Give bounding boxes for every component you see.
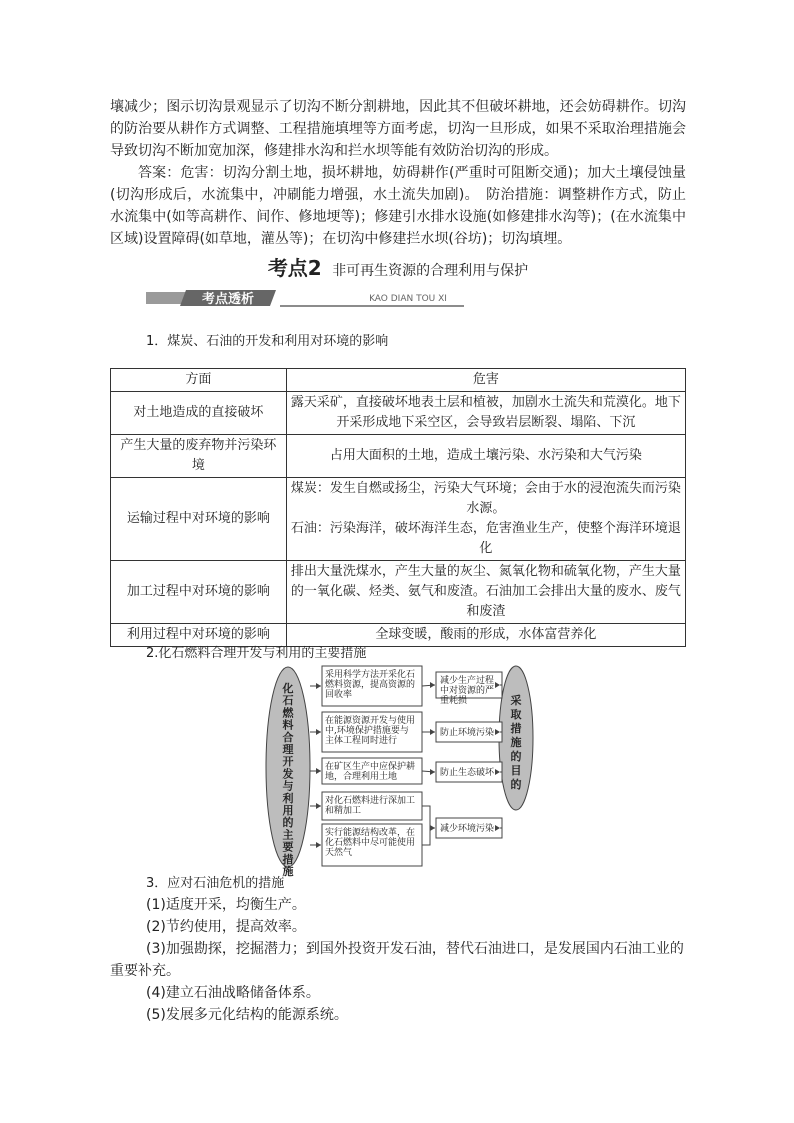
measure-text: 地，合理利用土地 — [325, 772, 398, 782]
table-row — [111, 478, 686, 561]
purpose-text: 防止生态破坏 — [440, 768, 495, 778]
measure-text: 实行能源结构改革，在 — [325, 828, 416, 838]
arrow-head — [430, 682, 435, 688]
banner-label: 考点透析 — [201, 292, 255, 307]
left-oval-text: 与 — [282, 779, 294, 793]
measure-text: 和精加工 — [325, 806, 362, 816]
right-oval-text: 采 — [510, 694, 522, 707]
left-oval-text: 施 — [282, 865, 294, 878]
right-oval-text: 的 — [510, 750, 522, 763]
measures-diagram — [264, 664, 534, 878]
left-oval-text: 开 — [282, 755, 294, 769]
arrow-head — [316, 683, 321, 689]
section-title-text: 非可再生资源的合理利用与保护 — [332, 263, 529, 279]
arrow-head — [316, 842, 321, 848]
table-header-harm: 危害 — [286, 369, 685, 392]
section-title-number: 考点2 — [267, 256, 322, 280]
left-oval-text: 利 — [282, 791, 294, 805]
table-cell-aspect: 产生大量的废弃物并污染环境 — [111, 435, 287, 478]
measure-text: 主体工程同时进行 — [325, 736, 398, 746]
table-cell-aspect: 加工过程中对环境的影响 — [111, 561, 287, 624]
section-banner — [146, 288, 464, 308]
table-cell-aspect: 对土地造成的直接破坏 — [111, 392, 287, 435]
arrow-head — [430, 825, 435, 831]
item1-heading: 1．煤炭、石油的开发和利用对环境的影响 — [146, 334, 389, 349]
left-oval-text: 用 — [282, 804, 294, 817]
table-row — [111, 392, 686, 435]
right-oval-text: 的 — [510, 778, 522, 791]
table-cell-harm — [286, 478, 685, 561]
impact-table — [110, 368, 686, 647]
left-oval-text: 措 — [282, 852, 294, 866]
table-row — [111, 435, 686, 478]
harm-text: 露天采矿，直接破坏地表土层和植被，加剧水土流失和荒漠化。地下开采形成地下采空区，会导致岩层断裂、塌陷、下沉 — [290, 395, 681, 430]
measure-text: 中,环境保护措施要与 — [325, 726, 409, 736]
left-oval-text: 发 — [282, 767, 294, 781]
merge-bracket — [422, 806, 430, 845]
measure-text: 在矿区生产中应保护耕 — [325, 762, 416, 772]
item2-heading: 2.化石燃料合理开发与利用的主要措施 — [146, 646, 367, 661]
measure-text: 回收率 — [325, 690, 353, 700]
table-cell-aspect: 利用过程中对环境的影响 — [111, 624, 287, 647]
arrow-head — [316, 768, 321, 774]
banner-left-stripe — [146, 292, 186, 304]
measure-text: 采用科学方法开采化石 — [325, 670, 416, 680]
purpose-text: 重耗损 — [440, 696, 468, 706]
purpose-text: 防止环境污染 — [440, 728, 495, 738]
arrow-head — [430, 729, 435, 735]
left-oval-text: 石 — [282, 694, 294, 708]
left-oval-text: 的 — [282, 816, 294, 830]
left-oval-text: 主 — [282, 828, 294, 842]
harm-text: 占用大面积的土地，造成土壤污染、水污染和大气污染 — [329, 448, 642, 463]
measure-text: 天然气 — [325, 848, 353, 858]
explanation-paragraph: 壤减少；图示切沟景观显示了切沟不断分割耕地，因此其不但破坏耕地，还会妨碍耕作。切沟的防治要从耕作方式调整、工程措施填埋等方面考虑，切沟一旦形成，如果不采取治理措施会导致切沟不断加宽加深，修建排水沟和拦水坝等能有效防治切沟的形成。 — [110, 99, 686, 159]
table-header-row — [111, 369, 686, 392]
table-header-aspect: 方面 — [111, 369, 287, 392]
right-oval-text: 取 — [510, 708, 522, 721]
arrow-head — [316, 803, 321, 809]
arrow-head — [316, 729, 321, 735]
arrow-head — [430, 769, 435, 775]
purpose-text: 中对资源的严 — [440, 686, 495, 696]
right-oval-text: 施 — [510, 736, 522, 749]
measure-text: 对化石燃料进行深加工 — [325, 796, 416, 806]
banner-pinyin: KAO DIAN TOU XI — [369, 294, 447, 304]
left-oval-text: 料 — [282, 718, 294, 732]
harm-text: 排出大量洗煤水，产生大量的灰尘、氮氧化物和硫氧化物，产生大量的一氧化碳、烃类、氨气和废渣。石油加工会排出大量的废水、废气和废渣 — [290, 564, 681, 619]
table-cell-harm — [286, 392, 685, 435]
table-row — [111, 561, 686, 624]
purpose-text: 减少环境污染 — [440, 824, 495, 834]
section-title — [110, 252, 686, 281]
oil-crisis-item: (1)适度开采，均衡生产。 — [146, 897, 306, 913]
measure-text: 在能源资源开发与使用 — [325, 716, 416, 726]
right-oval-text: 目 — [510, 764, 522, 777]
measure-text: 化石燃料中尽可能使用 — [325, 838, 416, 848]
left-oval-text: 要 — [282, 840, 294, 854]
oil-crisis-item — [110, 938, 686, 982]
table-cell-aspect: 运输过程中对环境的影响 — [111, 478, 287, 561]
right-oval-text: 措 — [510, 722, 522, 735]
item3-heading: 3．应对石油危机的措施 — [146, 876, 285, 891]
answer-paragraph: 答案：危害：切沟分割土地，损坏耕地，妨碍耕作(严重时可阻断交通)；加大土壤侵蚀量(切沟形成后，水流集中，冲刷能力增强，水土流失加剧)。 防治措施：调整耕作方式，防止水流集中(如等高耕作、间作、修地埂等)；修建引水排水设施(如修建排水沟等)；(在水流集中区域)设置障碍(如草地，灌丛等)；在切沟中修建拦水坝(谷坊)；切沟填埋。 — [110, 165, 686, 247]
left-oval-text: 合 — [282, 730, 294, 744]
left-oval-text: 燃 — [282, 706, 294, 720]
table-cell-harm — [286, 561, 685, 624]
purpose-text: 减少生产过程 — [440, 676, 495, 686]
oil-crisis-item: (4)建立石油战略储备体系。 — [146, 985, 320, 1001]
measure-text: 燃料资源，提高资源的 — [325, 680, 416, 690]
table-cell-harm — [286, 435, 685, 478]
harm-text: 全球变暖，酸雨的形成，水体富营养化 — [375, 627, 597, 642]
oil-crisis-item: (2)节约使用，提高效率。 — [146, 919, 306, 935]
oil-crisis-item: (5)发展多元化结构的能源系统。 — [146, 1007, 348, 1023]
harm-text: 煤炭：发生自燃或扬尘，污染大气环境；会由于水的浸泡流失而污染水源。 — [290, 481, 681, 516]
left-oval-text: 化 — [282, 682, 294, 695]
harm-text: 石油：污染海洋，破坏海洋生态，危害渔业生产，使整个海洋环境退化 — [290, 521, 681, 556]
oil-crisis-item-text: (3)加强勘探，挖掘潜力；到国外投资开发石油，替代石油进口，是发展国内石油工业的重要补充。 — [110, 941, 684, 979]
left-oval-text: 理 — [282, 743, 294, 756]
